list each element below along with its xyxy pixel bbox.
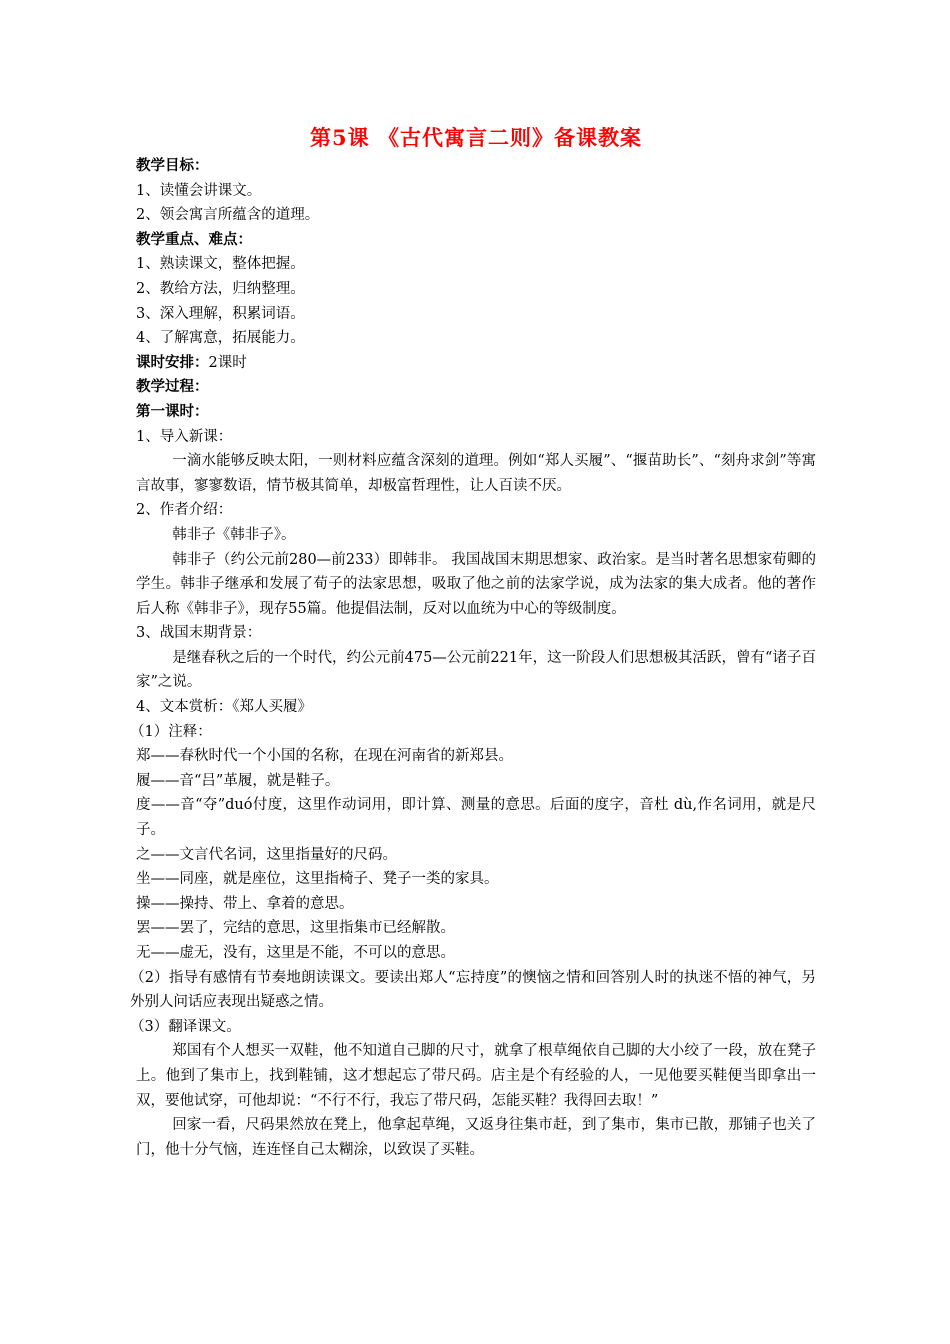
intro-heading: 1、导入新课： <box>136 428 233 445</box>
note-item: 罢——罢了，完结的意思，这里指集市已经解散。 <box>136 920 455 937</box>
note-item: 操——操持、带上、拿着的意思。 <box>136 895 354 912</box>
page-title: 第5课 《古代寓言二则》备课教案 <box>310 125 642 150</box>
key-point-item: 3、深入理解，积累词语。 <box>136 305 305 322</box>
process-heading: 教学过程： <box>136 378 209 396</box>
translation-paragraph: 回家一看，尺码果然放在凳上，他拿起草绳，又返身往集市赶，到了集市，集市已散，那铺子也关了门，他十分气恼，连连怪自己太糊涂，以致误了买鞋。 <box>136 1117 816 1158</box>
key-point-item: 2、教给方法，归纳整理。 <box>136 280 305 297</box>
reading-guide: （2）指导有感情有节奏地朗读课文。要读出郑人“忘持度”的懊恼之情和回答别人时的执迷不悟的神气，另外别人问话应表现出疑惑之情。 <box>130 969 816 1011</box>
notes-heading: （1）注释： <box>130 723 212 740</box>
key-points-heading: 教学重点、难点： <box>136 230 252 248</box>
intro-paragraph: 一滴水能够反映太阳，一则材料应蕴含深刻的道理。例如“郑人买履”、“揠苗助长”、“刻舟求剑”等寓言故事，寥寥数语，情节极其简单，却极富哲理性，让人百读不厌。 <box>136 453 816 494</box>
note-item: 坐——同座，就是座位，这里指椅子、凳子一类的家具。 <box>136 871 499 888</box>
schedule-label: 课时安排： <box>136 353 209 371</box>
objectives-heading: 教学目标： <box>136 157 209 174</box>
schedule-line <box>136 351 816 376</box>
analysis-heading: 4、文本赏析：《郑人买履》 <box>136 699 312 716</box>
note-item: 度——音“夺”duó付度，这里作动词用，即计算、测量的意思。后面的度字，音杜 dù,作名词用，就是尺子。 <box>136 797 816 839</box>
author-paragraph: 韩非子（约公元前280—前233）即韩非。 我国战国末期思想家、政治家。是当时著名思想家荀卿的学生。韩非子继承和发展了荀子的法家思想，吸取了他之前的法家学说，成为法家的集大成者。他的著作后人称《韩非子》，现存55篇。他提倡法制，反对以血统为中心的等级制度。 <box>136 551 816 617</box>
note-item: 履——音“吕”革履，就是鞋子。 <box>136 772 340 789</box>
author-book-line: 韩非子《韩非子》。 <box>172 526 296 543</box>
objective-item: 2、领会寓言所蕴含的道理。 <box>136 207 320 224</box>
background-paragraph: 是继春秋之后的一个时代，约公元前475—公元前221年，这一阶段人们思想极其活跃，曾有“诸子百家”之说。 <box>136 649 816 691</box>
translate-heading: （3）翻译课文。 <box>130 1018 241 1035</box>
schedule-value: 2课时 <box>208 354 247 371</box>
author-heading: 2、作者介绍： <box>136 502 233 519</box>
note-item: 郑——春秋时代一个小国的名称，在现在河南省的新郑县。 <box>136 748 513 765</box>
objective-item: 1、读懂会讲课文。 <box>136 182 262 199</box>
note-item: 之——文言代名词，这里指量好的尺码。 <box>136 846 397 863</box>
key-point-item: 1、熟读课文，整体把握。 <box>136 256 305 273</box>
document-body <box>130 124 816 1162</box>
background-heading: 3、战国末期背景： <box>136 625 262 642</box>
lesson1-heading: 第一课时： <box>136 402 209 420</box>
translation-paragraph: 郑国有个人想买一双鞋，他不知道自己脚的尺寸，就拿了根草绳依自己脚的大小绞了一段，放在凳子上。他到了集市上，找到鞋铺，这才想起忘了带尺码。店主是个有经验的人，一见他要买鞋便当即拿出一双，要他试穿，可他却说：“不行不行，我忘了带尺码，怎能买鞋？我得回去取！” <box>136 1043 816 1109</box>
note-item: 无——虚无，没有，这里是不能，不可以的意思。 <box>136 945 455 961</box>
key-point-item: 4、了解寓意，拓展能力。 <box>136 330 305 347</box>
